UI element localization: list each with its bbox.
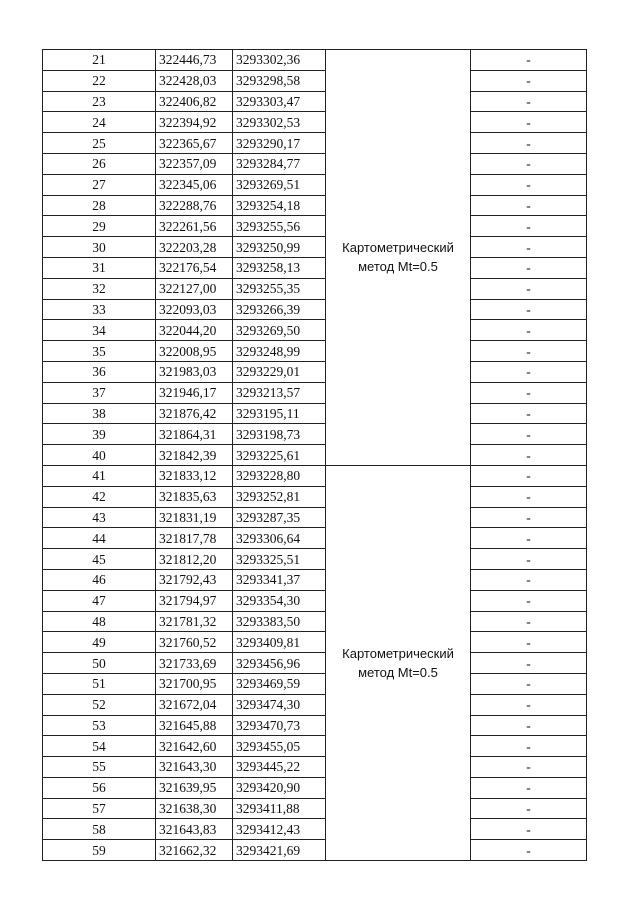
point-number-cell: 56	[43, 777, 156, 798]
x-coordinate-cell: 321642,60	[156, 736, 233, 757]
dash-cell: -	[471, 715, 587, 736]
table-row	[43, 611, 587, 632]
table-row	[43, 549, 587, 570]
point-number-cell: 30	[43, 237, 156, 258]
x-coordinate-cell: 321639,95	[156, 777, 233, 798]
table-row	[43, 133, 587, 154]
y-coordinate-cell: 3293302,36	[233, 50, 326, 71]
point-number-cell: 22	[43, 70, 156, 91]
y-coordinate-cell: 3293474,30	[233, 694, 326, 715]
dash-cell: -	[471, 798, 587, 819]
dash-cell: -	[471, 237, 587, 258]
coordinates-table	[42, 49, 587, 861]
table-row	[43, 112, 587, 133]
dash-cell: -	[471, 174, 587, 195]
table-row	[43, 528, 587, 549]
table-row	[43, 153, 587, 174]
x-coordinate-cell: 321733,69	[156, 653, 233, 674]
dash-cell: -	[471, 361, 587, 382]
point-number-cell: 49	[43, 632, 156, 653]
table-row	[43, 632, 587, 653]
table-row	[43, 777, 587, 798]
point-number-cell: 52	[43, 694, 156, 715]
point-number-cell: 28	[43, 195, 156, 216]
x-coordinate-cell: 321643,83	[156, 819, 233, 840]
y-coordinate-cell: 3293302,53	[233, 112, 326, 133]
table-row	[43, 50, 587, 71]
y-coordinate-cell: 3293306,64	[233, 528, 326, 549]
x-coordinate-cell: 322288,76	[156, 195, 233, 216]
x-coordinate-cell: 322176,54	[156, 257, 233, 278]
dash-cell: -	[471, 840, 587, 861]
table-row	[43, 569, 587, 590]
table-row	[43, 736, 587, 757]
point-number-cell: 44	[43, 528, 156, 549]
point-number-cell: 33	[43, 299, 156, 320]
point-number-cell: 50	[43, 653, 156, 674]
point-number-cell: 26	[43, 153, 156, 174]
table-row	[43, 424, 587, 445]
y-coordinate-cell: 3293266,39	[233, 299, 326, 320]
point-number-cell: 53	[43, 715, 156, 736]
x-coordinate-cell: 321946,17	[156, 382, 233, 403]
dash-cell: -	[471, 465, 587, 486]
dash-cell: -	[471, 257, 587, 278]
table-row	[43, 840, 587, 861]
x-coordinate-cell: 321638,30	[156, 798, 233, 819]
dash-cell: -	[471, 153, 587, 174]
dash-cell: -	[471, 777, 587, 798]
table-row	[43, 70, 587, 91]
y-coordinate-cell: 3293255,56	[233, 216, 326, 237]
point-number-cell: 39	[43, 424, 156, 445]
x-coordinate-cell: 321781,32	[156, 611, 233, 632]
x-coordinate-cell: 321983,03	[156, 361, 233, 382]
table-row	[43, 507, 587, 528]
x-coordinate-cell: 322357,09	[156, 153, 233, 174]
y-coordinate-cell: 3293195,11	[233, 403, 326, 424]
y-coordinate-cell: 3293213,57	[233, 382, 326, 403]
y-coordinate-cell: 3293470,73	[233, 715, 326, 736]
point-number-cell: 46	[43, 569, 156, 590]
y-coordinate-cell: 3293455,05	[233, 736, 326, 757]
y-coordinate-cell: 3293411,88	[233, 798, 326, 819]
point-number-cell: 43	[43, 507, 156, 528]
x-coordinate-cell: 322093,03	[156, 299, 233, 320]
x-coordinate-cell: 322345,06	[156, 174, 233, 195]
y-coordinate-cell: 3293287,35	[233, 507, 326, 528]
dash-cell: -	[471, 590, 587, 611]
x-coordinate-cell: 321643,30	[156, 757, 233, 778]
x-coordinate-cell: 322261,56	[156, 216, 233, 237]
method-label-line2: метод Mt=0.5	[358, 259, 438, 275]
dash-cell: -	[471, 403, 587, 424]
table-row	[43, 403, 587, 424]
table-row	[43, 299, 587, 320]
x-coordinate-cell: 322365,67	[156, 133, 233, 154]
y-coordinate-cell: 3293290,17	[233, 133, 326, 154]
x-coordinate-cell: 322127,00	[156, 278, 233, 299]
x-coordinate-cell: 321792,43	[156, 569, 233, 590]
dash-cell: -	[471, 486, 587, 507]
dash-cell: -	[471, 424, 587, 445]
dash-cell: -	[471, 694, 587, 715]
point-number-cell: 48	[43, 611, 156, 632]
table-row	[43, 195, 587, 216]
dash-cell: -	[471, 91, 587, 112]
table-row	[43, 715, 587, 736]
y-coordinate-cell: 3293456,96	[233, 653, 326, 674]
y-coordinate-cell: 3293269,51	[233, 174, 326, 195]
dash-cell: -	[471, 549, 587, 570]
y-coordinate-cell: 3293383,50	[233, 611, 326, 632]
y-coordinate-cell: 3293303,47	[233, 91, 326, 112]
x-coordinate-cell: 322446,73	[156, 50, 233, 71]
x-coordinate-cell: 322428,03	[156, 70, 233, 91]
dash-cell: -	[471, 569, 587, 590]
point-number-cell: 34	[43, 320, 156, 341]
y-coordinate-cell: 3293409,81	[233, 632, 326, 653]
point-number-cell: 31	[43, 257, 156, 278]
dash-cell: -	[471, 320, 587, 341]
dash-cell: -	[471, 50, 587, 71]
y-coordinate-cell: 3293412,43	[233, 819, 326, 840]
dash-cell: -	[471, 632, 587, 653]
dash-cell: -	[471, 673, 587, 694]
y-coordinate-cell: 3293420,90	[233, 777, 326, 798]
dash-cell: -	[471, 341, 587, 362]
x-coordinate-cell: 321842,39	[156, 445, 233, 466]
y-coordinate-cell: 3293354,30	[233, 590, 326, 611]
x-coordinate-cell: 321835,63	[156, 486, 233, 507]
dash-cell: -	[471, 611, 587, 632]
y-coordinate-cell: 3293284,77	[233, 153, 326, 174]
y-coordinate-cell: 3293255,35	[233, 278, 326, 299]
y-coordinate-cell: 3293248,99	[233, 341, 326, 362]
table-row	[43, 382, 587, 403]
point-number-cell: 21	[43, 50, 156, 71]
y-coordinate-cell: 3293445,22	[233, 757, 326, 778]
y-coordinate-cell: 3293258,13	[233, 257, 326, 278]
y-coordinate-cell: 3293198,73	[233, 424, 326, 445]
table-row	[43, 653, 587, 674]
table-row	[43, 590, 587, 611]
method-label-line1: Картометрический	[342, 646, 454, 661]
dash-cell: -	[471, 195, 587, 216]
point-number-cell: 40	[43, 445, 156, 466]
table-row	[43, 320, 587, 341]
y-coordinate-cell: 3293229,01	[233, 361, 326, 382]
table-row	[43, 278, 587, 299]
point-number-cell: 55	[43, 757, 156, 778]
point-number-cell: 38	[43, 403, 156, 424]
x-coordinate-cell: 321794,97	[156, 590, 233, 611]
point-number-cell: 25	[43, 133, 156, 154]
y-coordinate-cell: 3293252,81	[233, 486, 326, 507]
point-number-cell: 58	[43, 819, 156, 840]
table-row	[43, 174, 587, 195]
x-coordinate-cell: 322394,92	[156, 112, 233, 133]
y-coordinate-cell: 3293254,18	[233, 195, 326, 216]
table-row	[43, 91, 587, 112]
table-row	[43, 361, 587, 382]
x-coordinate-cell: 322044,20	[156, 320, 233, 341]
point-number-cell: 24	[43, 112, 156, 133]
x-coordinate-cell: 321700,95	[156, 673, 233, 694]
x-coordinate-cell: 322008,95	[156, 341, 233, 362]
y-coordinate-cell: 3293225,61	[233, 445, 326, 466]
dash-cell: -	[471, 528, 587, 549]
point-number-cell: 54	[43, 736, 156, 757]
y-coordinate-cell: 3293250,99	[233, 237, 326, 258]
dash-cell: -	[471, 70, 587, 91]
table-row	[43, 673, 587, 694]
point-number-cell: 45	[43, 549, 156, 570]
dash-cell: -	[471, 133, 587, 154]
table-row	[43, 465, 587, 486]
x-coordinate-cell: 321662,32	[156, 840, 233, 861]
table-row	[43, 757, 587, 778]
table-row	[43, 486, 587, 507]
table-row	[43, 341, 587, 362]
x-coordinate-cell: 322406,82	[156, 91, 233, 112]
dash-cell: -	[471, 112, 587, 133]
coordinates-table-body	[43, 50, 587, 861]
y-coordinate-cell: 3293228,80	[233, 465, 326, 486]
dash-cell: -	[471, 736, 587, 757]
point-number-cell: 35	[43, 341, 156, 362]
x-coordinate-cell: 321672,04	[156, 694, 233, 715]
y-coordinate-cell: 3293269,50	[233, 320, 326, 341]
dash-cell: -	[471, 757, 587, 778]
x-coordinate-cell: 321833,12	[156, 465, 233, 486]
point-number-cell: 42	[43, 486, 156, 507]
dash-cell: -	[471, 819, 587, 840]
point-number-cell: 23	[43, 91, 156, 112]
table-row	[43, 445, 587, 466]
table-row	[43, 798, 587, 819]
table-row	[43, 237, 587, 258]
y-coordinate-cell: 3293298,58	[233, 70, 326, 91]
x-coordinate-cell: 321876,42	[156, 403, 233, 424]
method-cell	[326, 465, 471, 860]
point-number-cell: 37	[43, 382, 156, 403]
point-number-cell: 32	[43, 278, 156, 299]
y-coordinate-cell: 3293469,59	[233, 673, 326, 694]
point-number-cell: 41	[43, 465, 156, 486]
dash-cell: -	[471, 299, 587, 320]
point-number-cell: 51	[43, 673, 156, 694]
y-coordinate-cell: 3293341,37	[233, 569, 326, 590]
table-row	[43, 257, 587, 278]
y-coordinate-cell: 3293325,51	[233, 549, 326, 570]
dash-cell: -	[471, 653, 587, 674]
x-coordinate-cell: 321831,19	[156, 507, 233, 528]
x-coordinate-cell: 321817,78	[156, 528, 233, 549]
point-number-cell: 27	[43, 174, 156, 195]
y-coordinate-cell: 3293421,69	[233, 840, 326, 861]
x-coordinate-cell: 321812,20	[156, 549, 233, 570]
table-row	[43, 216, 587, 237]
x-coordinate-cell: 322203,28	[156, 237, 233, 258]
x-coordinate-cell: 321760,52	[156, 632, 233, 653]
dash-cell: -	[471, 507, 587, 528]
dash-cell: -	[471, 278, 587, 299]
x-coordinate-cell: 321864,31	[156, 424, 233, 445]
point-number-cell: 57	[43, 798, 156, 819]
method-cell	[326, 50, 471, 466]
point-number-cell: 36	[43, 361, 156, 382]
x-coordinate-cell: 321645,88	[156, 715, 233, 736]
table-row	[43, 819, 587, 840]
dash-cell: -	[471, 216, 587, 237]
point-number-cell: 47	[43, 590, 156, 611]
table-row	[43, 694, 587, 715]
point-number-cell: 59	[43, 840, 156, 861]
method-label-line2: метод Mt=0.5	[358, 665, 438, 680]
dash-cell: -	[471, 445, 587, 466]
point-number-cell: 29	[43, 216, 156, 237]
dash-cell: -	[471, 382, 587, 403]
method-label-line1: Картометрический	[342, 240, 454, 256]
